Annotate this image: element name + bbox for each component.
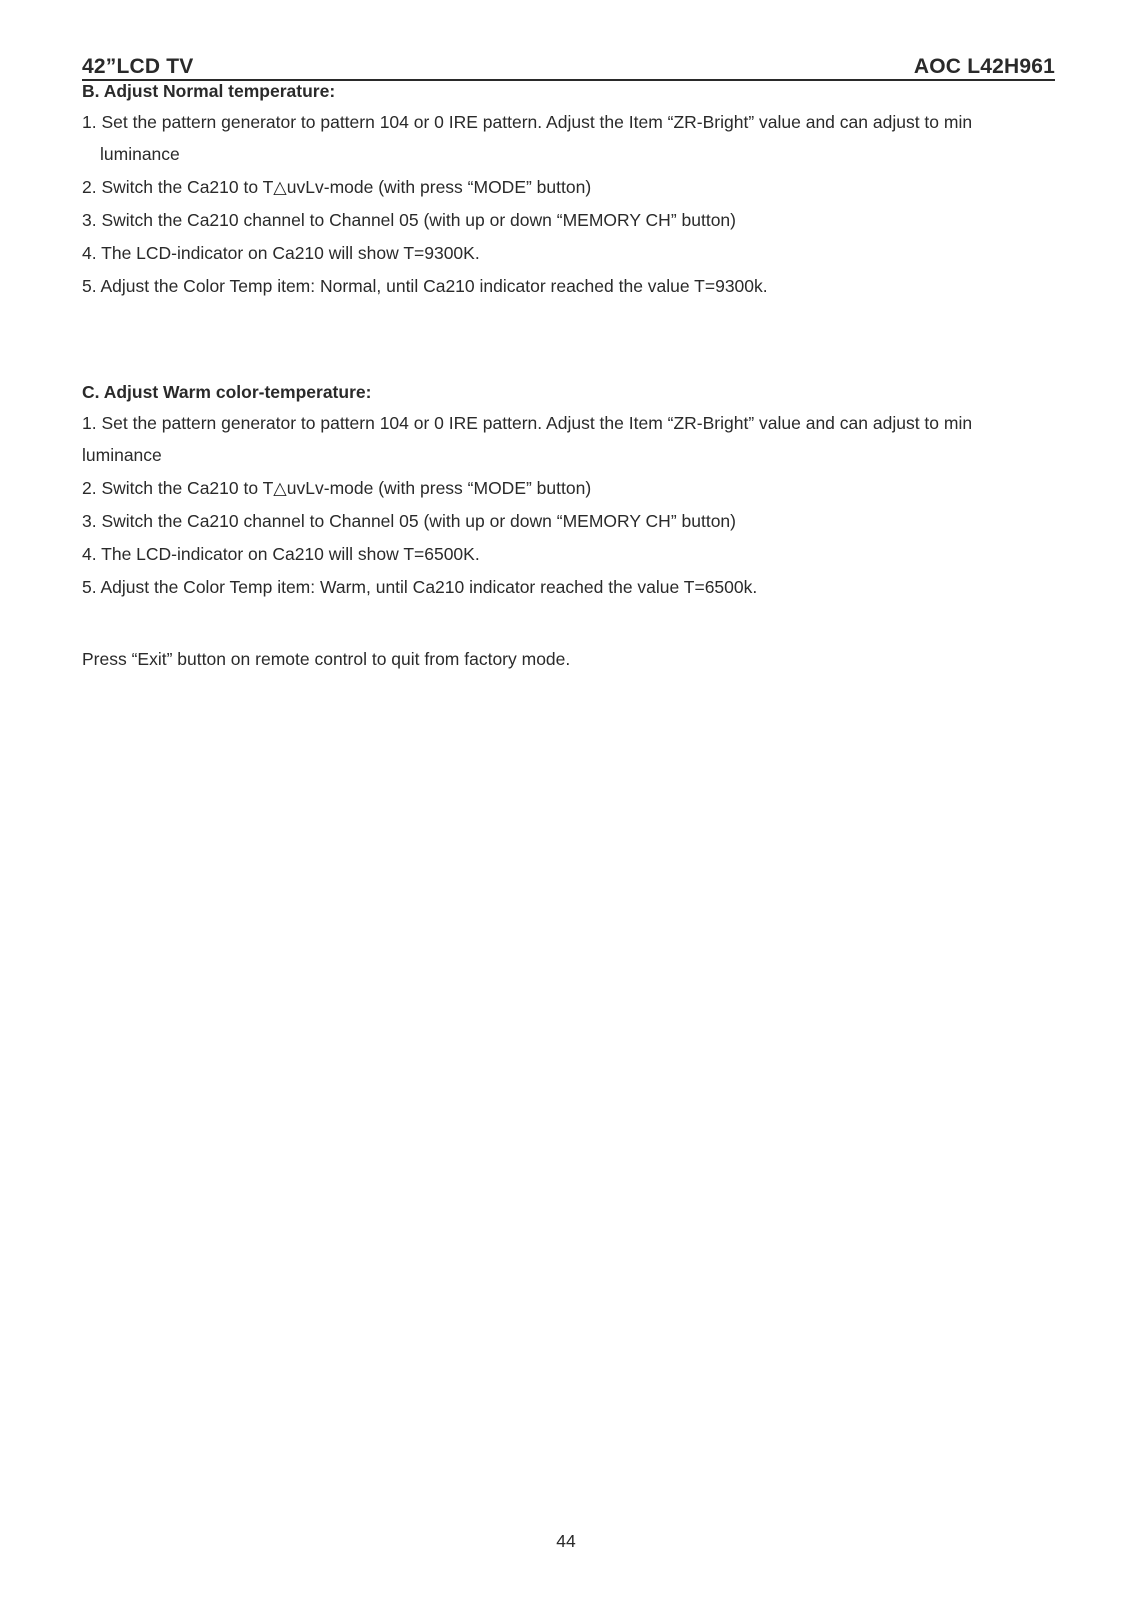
section-title: C. Adjust Warm color-temperature: xyxy=(82,382,372,402)
section-normal-temperature xyxy=(82,80,1062,308)
step-1: 1. Set the pattern generator to pattern 104 or 0 IRE pattern. Adjust the Item “ZR-Bright” value and can adjust to min xyxy=(82,112,973,132)
step-2: 2. Switch the Ca210 to T△uvLv-mode (with press “MODE” button) xyxy=(82,478,592,498)
step-1: 1. Set the pattern generator to pattern 104 or 0 IRE pattern. Adjust the Item “ZR-Bright” value and can adjust to min xyxy=(82,413,973,433)
step-2: 2. Switch the Ca210 to T△uvLv-mode (with press “MODE” button) xyxy=(82,177,592,197)
step-4: 4. The LCD-indicator on Ca210 will show T=6500K. xyxy=(82,544,480,564)
step-1-continuation: luminance xyxy=(100,144,180,164)
step-4: 4. The LCD-indicator on Ca210 will show T=9300K. xyxy=(82,243,480,263)
step-5: 5. Adjust the Color Temp item: Warm, until Ca210 indicator reached the value T=6500k. xyxy=(82,577,758,597)
header-product: 42”LCD TV xyxy=(82,55,194,78)
page-number: 44 xyxy=(556,1531,576,1551)
step-5: 5. Adjust the Color Temp item: Normal, until Ca210 indicator reached the value T=9300k. xyxy=(82,276,768,296)
header-model: AOC L42H961 xyxy=(913,55,1055,78)
section-title: B. Adjust Normal temperature: xyxy=(82,81,336,101)
step-3: 3. Switch the Ca210 channel to Channel 05 (with up or down “MEMORY CH” button) xyxy=(82,511,736,531)
page-header xyxy=(82,54,1055,81)
step-1-continuation: luminance xyxy=(82,445,162,465)
step-3: 3. Switch the Ca210 channel to Channel 05 (with up or down “MEMORY CH” button) xyxy=(82,210,736,230)
section-warm-temperature xyxy=(82,381,1062,609)
closing-instruction: Press “Exit” button on remote control to quit from factory mode. xyxy=(82,649,571,669)
